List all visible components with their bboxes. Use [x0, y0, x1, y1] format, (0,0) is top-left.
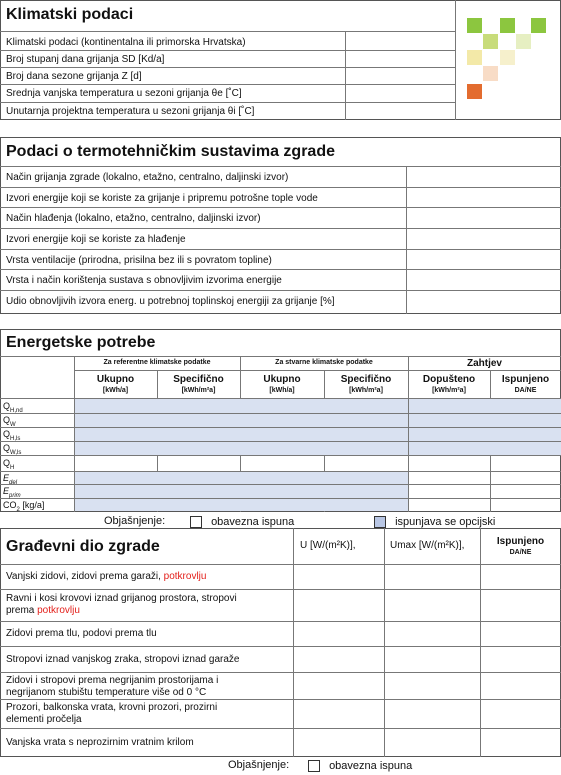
row-qw: $Q_W$ [3, 415, 16, 428]
section-title-climate: Klimatski podaci [6, 6, 134, 23]
row-qhnd: $Q_{H,nd}$ [3, 401, 23, 414]
legend-required-label: obavezna ispuna [211, 516, 295, 528]
col-allowed: Dopušteno [422, 374, 476, 385]
col-real-specific: Specifično [340, 374, 392, 385]
building-row-ceilings: Stropovi iznad vanjskog zraka, stropovi iznad garaže [6, 654, 240, 665]
hvac-row-heating-mode: Način grijanja zgrade (lokalno, etažno, centralno, daljinski izvor) [6, 172, 289, 183]
section-title-building: Građevni dio zgrade [6, 538, 160, 555]
col-ref-total: Ukupno [96, 374, 135, 385]
hvac-row-renewables: Vrsta i način korištenja sustava s obnovljivim izvorima energije [6, 275, 282, 286]
header-reference-climate: Za referentne klimatske podatke [103, 359, 211, 366]
legend-optional-label: ispunjava se opcijski [395, 516, 496, 528]
legend-building-required-box [308, 760, 320, 772]
section-title-energy: Energetske potrebe [6, 334, 156, 351]
row-qh: $Q_H$ [3, 458, 15, 471]
hvac-row-ventilation: Vrsta ventilacije (prirodna, prisilna bez ili s povratom topline) [6, 255, 272, 266]
climate-row-heating-days: Broj dana sezone grijanja Z [d] [6, 71, 142, 82]
building-row-roofs: Ravni i kosi krovovi iznad grijanog prostora, stropovi prema potkrovlju [6, 593, 237, 616]
climate-row-region: Klimatski podaci (kontinentalna ili primorska Hrvatska) [6, 37, 246, 48]
col-real-total: Ukupno [263, 374, 301, 385]
col-building-fulfilled: Ispunjeno [496, 536, 545, 547]
col-umax-value: Umax [W/(m²K)], [390, 540, 465, 551]
section-title-hvac: Podaci o termotehničkim sustavima zgrade [6, 143, 335, 160]
building-row-ground: Zidovi prema tlu, podovi prema tlu [6, 628, 157, 639]
legend-required-box [190, 516, 202, 528]
row-qhls: $Q_{H,ls}$ [3, 429, 21, 442]
row-eprim: $E_{prim}$ [3, 486, 21, 499]
header-requirement: Zahtjev [466, 358, 502, 369]
col-u-value: U [W/(m²K)], [300, 540, 356, 551]
header-real-climate: Za stvarne klimatske podatke [275, 359, 373, 366]
building-row-unheated: Zidovi i stropovi prema negrijanim prostorijama i negrijanom stubištu temperature više od 0 °C [6, 675, 219, 698]
climate-row-degree-days: Broj stupanj dana grijanja SD [Kd/a] [6, 54, 165, 65]
row-edel: $E_{del}$ [3, 473, 18, 486]
building-row-doors: Vanjska vrata s neprozirnim vratnim krilom [6, 737, 194, 748]
hvac-row-cooling-mode: Način hlađenja (lokalno, etažno, centralno, daljinski izvor) [6, 213, 261, 224]
hvac-row-renewable-share: Udio obnovljivih izvora energ. u potrebnoj toplinskoj energiji za grijanje [%] [6, 296, 335, 307]
climate-row-indoor-temp: Unutarnja projektna temperatura u sezoni grijanja θi [˚C] [6, 106, 255, 117]
hvac-row-cooling-sources: Izvori energije koji se koriste za hlađenje [6, 234, 186, 245]
legend-optional-box [374, 516, 386, 528]
legend-building: Objašnjenje: [228, 759, 290, 771]
building-row-walls: Vanjski zidovi, zidovi prema garaži, potkrovlju [6, 571, 207, 582]
col-ref-specific: Specifično [173, 374, 224, 385]
col-fulfilled: Ispunjeno [501, 374, 550, 385]
hvac-systems-section [0, 137, 561, 314]
legend-energy: Objašnjenje: [104, 515, 166, 527]
legend-building-required-label: obavezna ispuna [329, 760, 413, 772]
climate-row-outdoor-temp: Srednja vanjska temperatura u sezoni grijanja θe [˚C] [6, 88, 242, 99]
building-row-windows: Prozori, balkonska vrata, krovni prozori, prozirni elementi pročelja [6, 702, 218, 725]
hvac-row-heating-sources: Izvori energije koji se koriste za grijanje i pripremu potrošne tople vode [6, 193, 318, 204]
row-qwls: $Q_{W,ls}$ [3, 443, 22, 456]
row-co2: $CO_2$ [kg/a] [3, 500, 45, 513]
